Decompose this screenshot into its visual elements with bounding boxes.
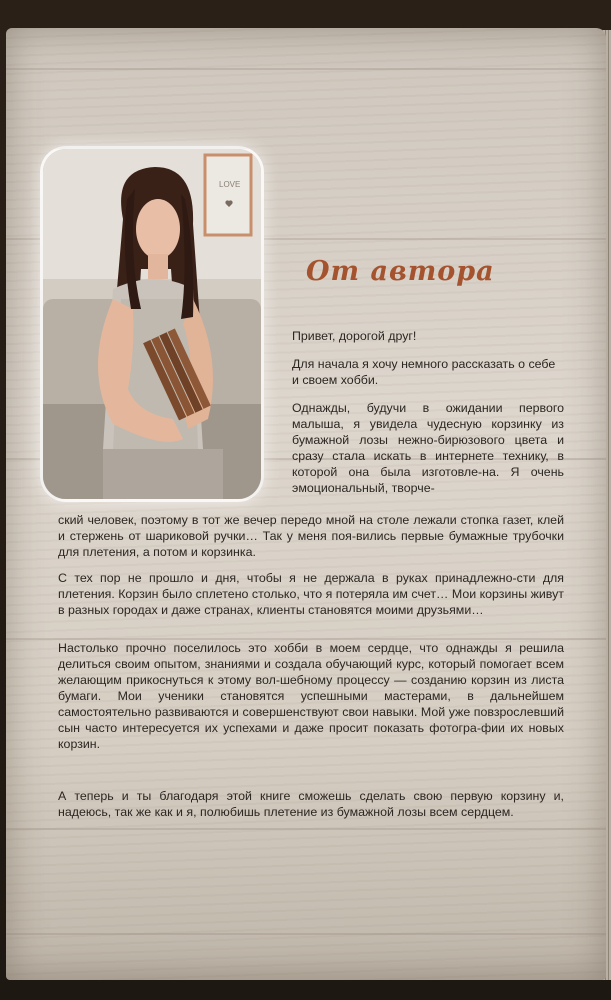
frame-love-text: LOVE <box>219 180 241 189</box>
greeting: Привет, дорогой друг! <box>292 329 417 343</box>
greeting-text <box>292 328 564 344</box>
paragraph-1-part-2: ский человек, поэтому в тот же вечер передо мной на столе лежали стопка газет, клей и стержень от шариковой ручки… Так у меня поя-вились первые бумажные трубочки для плетения, а потом и корзинка. <box>58 513 564 559</box>
paragraph-3-text: Настолько прочно поселилось это хобби в моем сердце, что однажды я решила делиться своим опытом, знаниями и создала обучающий курс, который помогает всем желающим прикоснуться к этому вол-шебному процессу — созданию корзин из листа бумаги. Мои ученики становятся успешными мастерами, в дальнейшем самостоятельно развиваются и совершенствуют свои навыки. Мой уже повзрослевший сын часто интересуется их успехами и даже просит показать фотогра-фии их новых корзин. <box>58 641 564 751</box>
intro-paragraph: Для начала я хочу немного рассказать о себе и своем хобби. <box>292 357 556 387</box>
paragraph-2-text: С тех пор не прошло и дня, чтобы я не держала в руках принадлежно-сти для плетения. Корзин было сплетено столько, что я потеряла им счет… Мои корзины живут в разных городах и даже странах, клиенты становятся моими друзьями… <box>58 571 564 617</box>
page-title: От автора <box>306 256 495 287</box>
intro-text <box>292 356 564 388</box>
paragraph-4-text: А теперь и ты благодаря этой книге сможешь сделать свою первую корзину и, надеюсь, так же как и я, полюбишь плетение из бумажной лозы всем сердцем. <box>58 789 564 819</box>
paragraph-3 <box>58 640 564 752</box>
author-photo-illustration <box>43 149 261 499</box>
book-page <box>6 28 606 980</box>
paragraph-2 <box>58 570 564 618</box>
paragraph-1-bottom <box>58 512 564 560</box>
author-portrait <box>40 146 264 502</box>
paragraph-1-top <box>292 400 564 496</box>
paragraph-1-part-1: Однажды, будучи в ожидании первого малыша, я увидела чудесную корзинку из бумажной лозы нежно-бирюзового цвета и сразу стала искать в интернете технику, в которой она была изготовле-на. Я очень эмоциональный, творче- <box>292 401 564 495</box>
paragraph-4 <box>58 788 564 820</box>
